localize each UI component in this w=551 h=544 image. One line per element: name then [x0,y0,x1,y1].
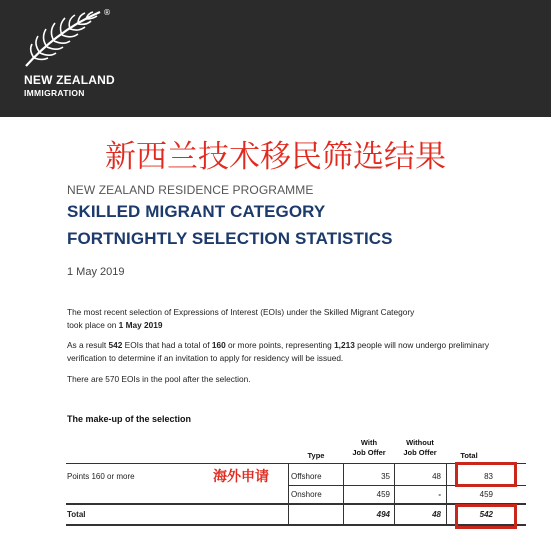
row1-type: Offshore [291,472,322,481]
para2-points: 160 [211,340,226,350]
without-line1: Without [406,438,434,447]
col-header-without-job-offer [396,438,444,458]
table-vline-1 [288,463,289,525]
document-date: 1 May 2019 [67,266,125,278]
silver-fern-icon [22,8,102,70]
row1-total: 83 [484,472,493,481]
para2-text-d: people will now undergo preliminary [354,340,490,350]
paragraph-selection-date [67,306,507,331]
row2-with: 459 [376,490,390,499]
col-header-with-job-offer [346,438,392,458]
paragraph-results [67,339,507,364]
para1-text-b: took place on [67,319,119,330]
makeup-heading: The make-up of the selection [67,414,192,424]
para2-text-b: EOIs that had a total of [122,340,212,350]
table-vline-4 [446,463,447,525]
header-banner [0,0,551,117]
programme-name: NEW ZEALAND RESIDENCE PROGRAMME [67,183,314,197]
highlight-box-grand-total [455,504,517,529]
para2-text-c: or more points, representing [225,340,335,350]
col-header-type: Type [307,451,325,460]
para1-date: 1 May 2019 [118,319,163,330]
para2-eois: 542 [108,340,123,350]
registered-mark: ® [103,8,111,17]
table-vline-3 [394,463,395,525]
row1-with: 35 [381,472,390,481]
row2-total: 459 [479,490,493,499]
para2-people: 1,213 [334,340,355,350]
row3-without: 48 [432,510,441,519]
row2-without: - [438,490,441,499]
paragraph-pool: There are 570 EOIs in the pool after the selection. [67,374,251,384]
brand-subname: IMMIGRATION [24,88,85,98]
chinese-annotation-title: 新西兰技术移民筛选结果 [105,139,446,175]
row3-label: Total [67,510,86,519]
document-title-line2: FORTNIGHTLY SELECTION STATISTICS [67,229,393,248]
with-line1: With [360,438,378,447]
row3-total: 542 [479,510,493,519]
table-vline-2 [343,463,344,525]
brand-name: NEW ZEALAND [24,73,115,87]
row1-without: 48 [432,472,441,481]
with-line2: Job Offer [352,448,386,457]
para2-text-e: verification to determine if an invitation to apply for residency will be issued. [67,352,344,363]
row2-type: Onshore [291,490,322,499]
chinese-annotation-offshore: 海外申请 [213,469,269,485]
para2-text-a: As a result [67,340,109,350]
row1-label: Points 160 or more [67,472,135,481]
col-header-total: Total [460,451,478,460]
without-line2: Job Offer [403,448,437,457]
para1-text: The most recent selection of Expressions of Interest (EOIs) under the Skilled Migrant Category [67,307,415,317]
highlight-box-offshore-total [455,462,517,487]
row3-with: 494 [376,510,390,519]
document-title-line1: SKILLED MIGRANT CATEGORY [67,202,326,221]
